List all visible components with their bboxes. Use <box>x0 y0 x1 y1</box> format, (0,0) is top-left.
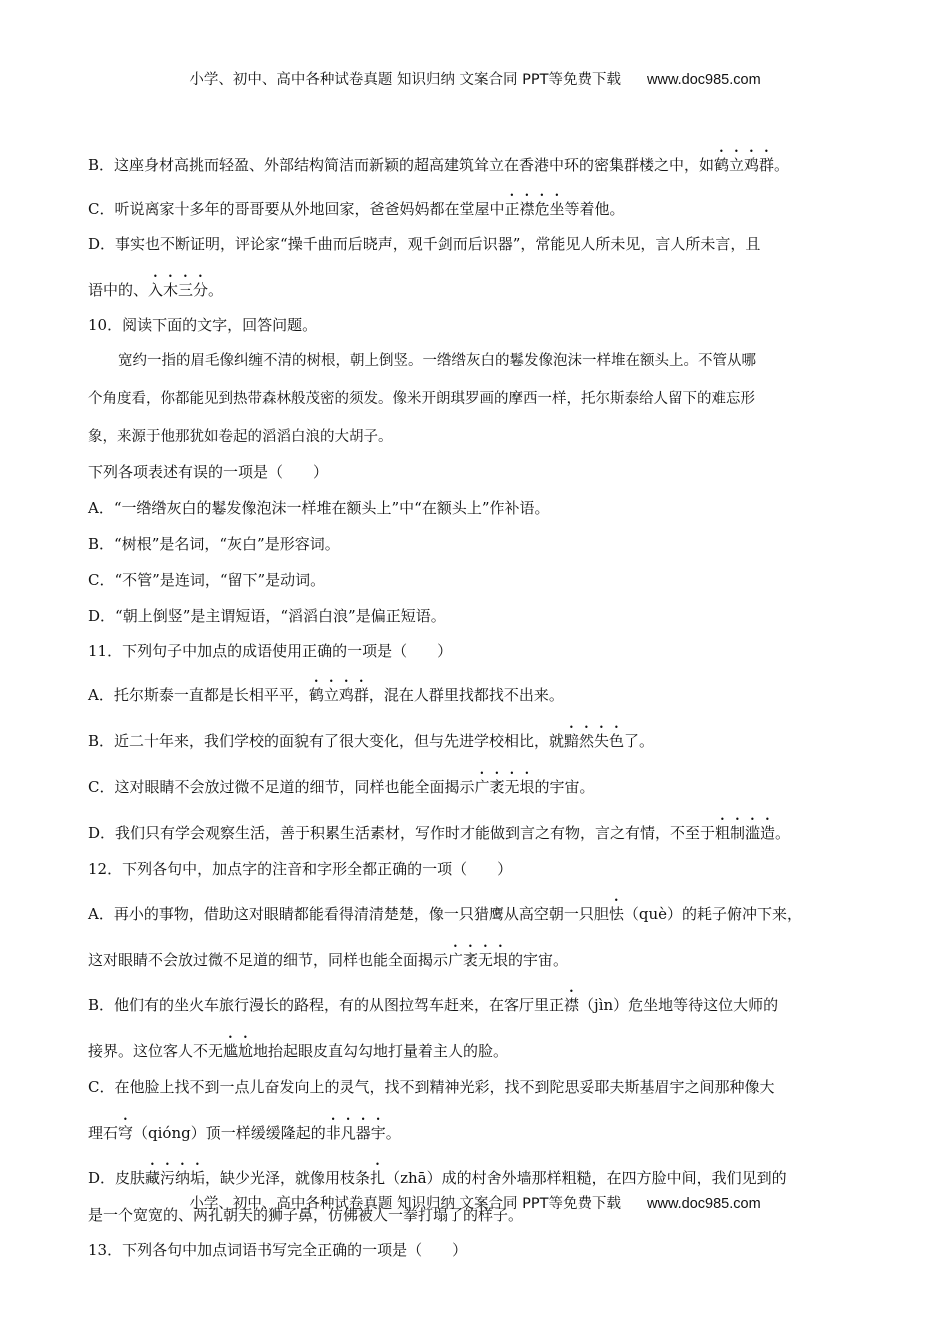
q11-option-b: B．近二十年来，我们学校的面貌有了很大变化，但与先进学校相比，就黯然失色了。 <box>88 732 655 750</box>
q10-question: 下列各项表述有误的一项是（ ） <box>88 463 329 481</box>
dotted-phrase: 黯然失色 <box>564 732 625 750</box>
q10-option-c: C．“不管”是连词，“留下”是动词。 <box>88 571 326 589</box>
q12-option-b-line2: 接界。这位客人不无尴尬地抬起眼皮直勾勾地打量着主人的脸。 <box>88 1042 509 1060</box>
dotted-phrase: 藏污纳垢 <box>145 1169 206 1187</box>
q10-passage-line: 宽约一指的眉毛像纠缠不清的树根，朝上倒竖。一绺绺灰白的鬈发像泡沫一样堆在额头上。不管从哪 <box>118 353 756 369</box>
q9-option-d-line2: 语中的、入木三分。 <box>88 281 224 299</box>
q11-option-d: D．我们只有学会观察生活，善于积累生活素材，写作时才能做到言之有物，言之有情，不至于粗制滥造。 <box>88 824 791 842</box>
dotted-phrase: 鹤立鸡群 <box>714 156 775 174</box>
q10-title: 10．阅读下面的文字，回答问题。 <box>88 316 318 334</box>
q10-passage-line: 象，来源于他那犹如卷起的滔滔白浪的大胡子。 <box>88 429 393 445</box>
q13-title: 13．下列各句中加点词语书写完全正确的一项是（ ） <box>88 1241 468 1259</box>
q10-option-a: A．“一绺绺灰白的鬈发像泡沫一样堆在额头上”中“在额头上”作补语。 <box>88 499 550 517</box>
q11-option-a: A．托尔斯泰一直都是长相平平，鹤立鸡群，混在人群里找都找不出来。 <box>88 686 564 704</box>
dotted-char: 怯 <box>608 905 624 923</box>
footer-site-link[interactable]: www.doc985.com <box>647 1196 761 1212</box>
dotted-char: 穹 <box>118 1124 134 1142</box>
q11-option-c: C．这对眼睛不会放过微不足道的细节，同样也能全面揭示广袤无垠的宇宙。 <box>88 778 595 796</box>
dotted-phrase: 鹤立鸡群 <box>308 686 369 704</box>
q12-title: 12．下列各句中，加点字的注音和字形全都正确的一项（ ） <box>88 860 513 878</box>
q11-title: 11．下列句子中加点的成语使用正确的一项是（ ） <box>88 642 453 660</box>
dotted-phrase: 广袤无垠 <box>474 778 535 796</box>
dotted-phrase: 粗制滥造 <box>715 824 776 842</box>
q12-option-c-line2: 理石穹（qióng）顶一样缓缓隆起的非凡器宇。 <box>88 1124 401 1142</box>
q9-option-d-line1: D．事实也不断证明，评论家“操千曲而后晓声，观千剑而后识器”，常能见人所未见，言人所未言，且 <box>88 235 761 253</box>
page-footer <box>0 1192 950 1213</box>
dotted-char: 扎 <box>370 1169 386 1187</box>
dotted-phrase: 正襟危坐 <box>504 200 565 218</box>
dotted-phrase: 入木三分 <box>148 281 209 299</box>
dotted-phrase: 广袤无垠 <box>448 951 509 969</box>
q12-option-c-line1: C．在他脸上找不到一点儿奋发向上的灵气，找不到精神光彩，找不到陀思妥耶夫斯基眉宇之间那种像大 <box>88 1078 775 1096</box>
header-text: 小学、初中、高中各种试卷真题 知识归纳 文案合同 PPT等免费下载 <box>189 72 622 88</box>
q12-option-b-line1: B．他们有的坐火车旅行漫长的路程，有的从图拉驾车赶来，在客厅里正襟（jìn）危坐地等待这位大师的 <box>88 996 779 1014</box>
q10-passage-line: 个角度看，你都能见到热带森林般茂密的须发。像米开朗琪罗画的摩西一样，托尔斯泰给人留下的难忘形 <box>88 391 755 407</box>
dotted-phrase: 非凡器宇 <box>325 1124 386 1142</box>
q12-option-d-line2: 是一个宽宽的、两孔朝天的狮子鼻，仿佛被人一拳打塌了的样子。 <box>88 1206 524 1224</box>
q9-option-c: C．听说离家十多年的哥哥要从外地回家，爸爸妈妈都在堂屋中正襟危坐等着他。 <box>88 200 625 218</box>
header-site-link[interactable]: www.doc985.com <box>647 72 761 88</box>
q12-option-a-line2: 这对眼睛不会放过微不足道的细节，同样也能全面揭示广袤无垠的宇宙。 <box>88 951 569 969</box>
footer-text: 小学、初中、高中各种试卷真题 知识归纳 文案合同 PPT等免费下载 <box>189 1196 622 1212</box>
page-header <box>0 68 950 89</box>
dotted-char: 襟 <box>564 996 580 1014</box>
q12-option-a-line1: A．再小的事物，借助这对眼睛都能看得清清楚楚，像一只猎鹰从高空朝一只胆怯（què）的耗子俯冲下来， <box>88 905 803 923</box>
exam-content <box>88 141 866 1259</box>
dotted-phrase: 尴尬 <box>223 1042 254 1060</box>
q9-option-b: B．这座身材高挑而轻盈、外部结构简洁而新颖的超高建筑耸立在香港中环的密集群楼之中，如鹤立鸡群。 <box>88 156 790 174</box>
q10-option-b: B．“树根”是名词，“灰白”是形容词。 <box>88 535 340 553</box>
q12-option-d-line1: D．皮肤藏污纳垢，缺少光泽，就像用枝条扎（zhā）成的村舍外墙那样粗糙，在四方脸中间，我们见到的 <box>88 1169 787 1187</box>
q10-option-d: D．“朝上倒竖”是主谓短语，“滔滔白浪”是偏正短语。 <box>88 607 446 625</box>
